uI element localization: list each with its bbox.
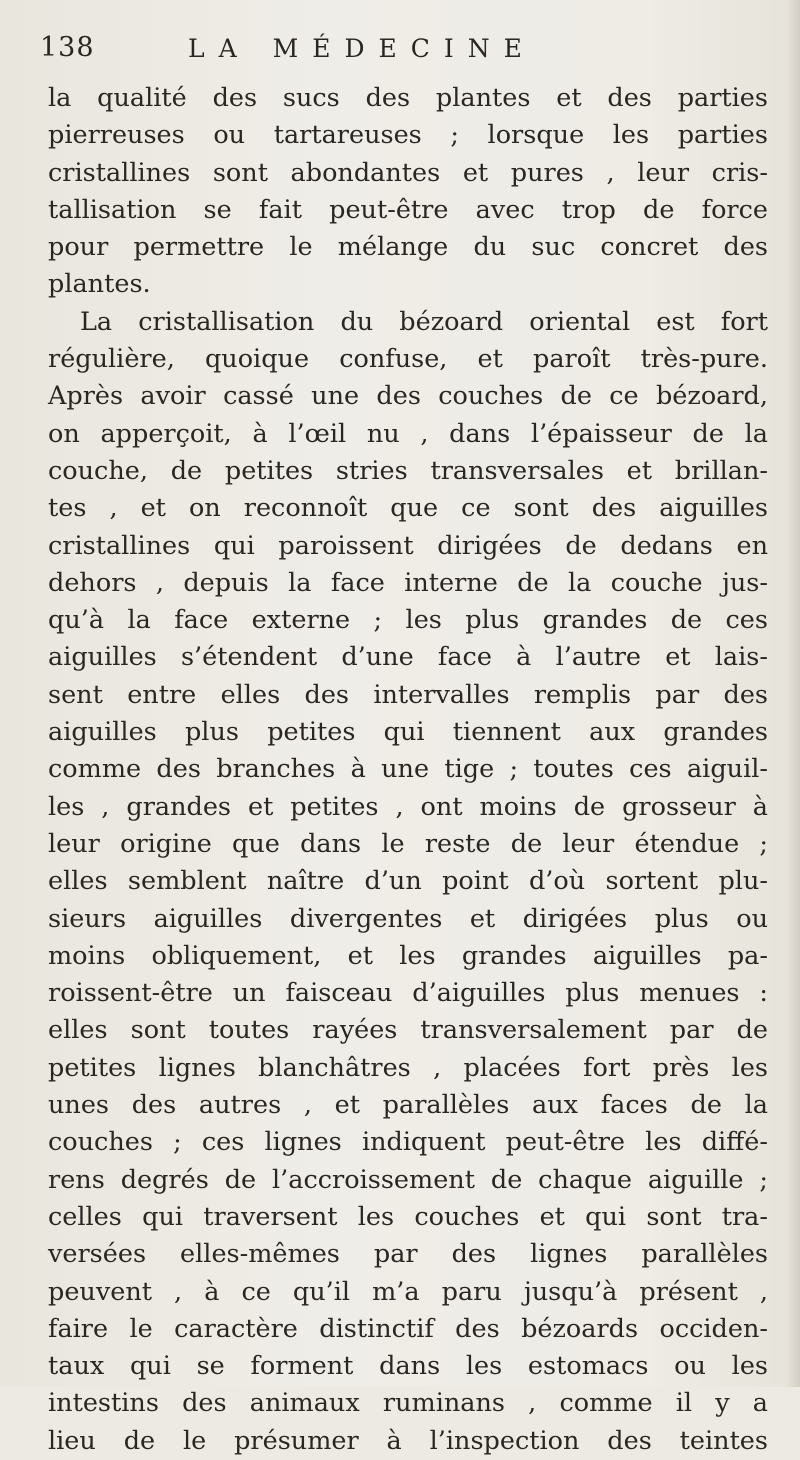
text-line: intestins des animaux ruminans , comme il y a <box>48 1388 768 1419</box>
text-line: unes des autres , et parallèles aux faces de la <box>48 1090 768 1121</box>
text-line: cristallines qui paroissent dirigées de dedans en <box>48 530 768 561</box>
text-line: sent entre elles des intervalles remplis par des <box>48 679 768 710</box>
text-line: sieurs aiguilles divergentes et dirigées plus ou <box>48 903 768 934</box>
running-head <box>40 30 760 80</box>
text-line: faire le caractère distinctif des bézoards occiden- <box>48 1313 768 1344</box>
text-line: pierreuses ou tartareuses ; lorsque les parties <box>48 120 768 151</box>
text-line: leur origine que dans le reste de leur étendue ; <box>48 828 768 859</box>
text-line: comme des branches à une tige ; toutes ces aiguil- <box>48 754 768 785</box>
page-number: 138 <box>40 32 95 63</box>
text-line: couches ; ces lignes indiquent peut-être les diffé- <box>48 1127 768 1158</box>
text-line: tallisation se fait peut-être avec trop de force <box>48 194 768 225</box>
text-line: Après avoir cassé une des couches de ce bézoard, <box>48 381 768 412</box>
text-line: dehors , depuis la face interne de la couche jus- <box>48 567 768 598</box>
text-line: les , grandes et petites , ont moins de grosseur à <box>48 791 768 822</box>
text-line: on apperçoit, à l’œil nu , dans l’épaisseur de la <box>48 418 768 449</box>
text-line: pour permettre le mélange du suc concret des <box>48 232 768 263</box>
text-line: elles semblent naître d’un point d’où sortent plu- <box>48 866 768 897</box>
text-line: qu’à la face externe ; les plus grandes de ces <box>48 605 768 636</box>
text-line: versées elles-mêmes par des lignes parallèles <box>48 1239 768 1270</box>
text-line: régulière, quoique confuse, et paroît très-pure. <box>48 344 768 375</box>
text-line: lieu de le présumer à l’inspection des teintes <box>48 1425 768 1456</box>
text-line: plantes. <box>48 269 151 300</box>
page-edge-shadow <box>786 0 800 1387</box>
text-line: aiguilles s’étendent d’une face à l’autre et lais- <box>48 642 768 673</box>
text-line: cristallines sont abondantes et pures , leur cris- <box>48 157 768 188</box>
text-line: celles qui traversent les couches et qui sont tra- <box>48 1201 768 1232</box>
running-title: LA MÉDECINE <box>188 34 536 63</box>
text-line: roissent-être un faisceau d’aiguilles plus menues : <box>48 978 768 1009</box>
body-text <box>48 80 768 1460</box>
text-line: elles sont toutes rayées transversalement par de <box>48 1015 768 1046</box>
text-line: la qualité des sucs des plantes et des parties <box>48 83 768 113</box>
text-line: aiguilles plus petites qui tiennent aux grandes <box>48 717 768 748</box>
text-line: moins obliquement, et les grandes aiguilles pa- <box>48 940 768 971</box>
text-line: petites lignes blanchâtres , placées fort près les <box>48 1052 768 1083</box>
text-line: taux qui se forment dans les estomacs ou les <box>48 1351 768 1382</box>
text-line: tes , et on reconnoît que ce sont des aiguilles <box>48 493 768 524</box>
text-line: La cristallisation du bézoard oriental est fort <box>80 306 768 337</box>
text-line: peuvent , à ce qu’il m’a paru jusqu’à présent , <box>48 1276 768 1307</box>
text-line: rens degrés de l’accroissement de chaque aiguille ; <box>48 1164 768 1195</box>
text-line: couche, de petites stries transversales et brillan- <box>48 455 768 486</box>
